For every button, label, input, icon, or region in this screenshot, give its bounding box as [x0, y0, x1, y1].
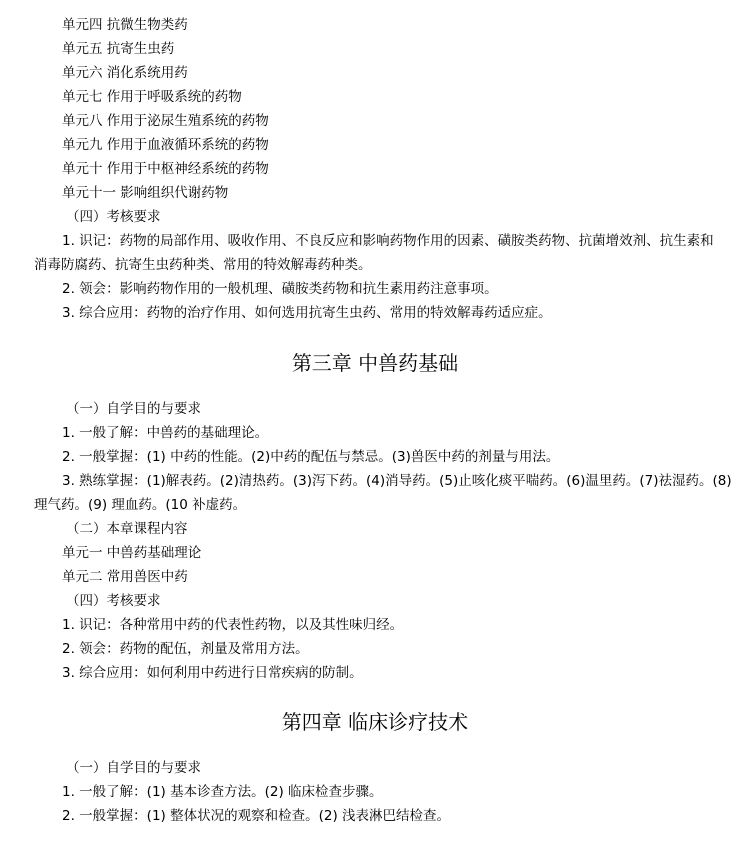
- exam-heading: （四）考核要求: [66, 593, 161, 609]
- unit-item: 单元九 作用于血液循环系统的药物: [62, 137, 269, 153]
- exam-requirement-2: 2. 领会：影响药物作用的一般机理、磺胺类药物和抗生素用药注意事项。: [62, 281, 498, 297]
- goal-heading: （一）自学目的与要求: [66, 760, 201, 776]
- exam-requirement-1-continued: 消毒防腐药、抗寄生虫药种类、常用的特效解毒药种类。: [34, 257, 372, 273]
- content-heading: （二）本章课程内容: [66, 521, 188, 537]
- unit-item: 单元四 抗微生物类药: [62, 17, 188, 33]
- goal-item-2: 2. 一般掌握：(1) 中药的性能。(2)中药的配伍与禁忌。(3)兽医中药的剂量与用法。: [62, 449, 560, 465]
- chapter-title: 第四章 临床诊疗技术: [281, 710, 469, 734]
- exam-heading: （四）考核要求: [66, 209, 161, 225]
- exam-requirement-3: 3. 综合应用：药物的治疗作用、如何选用抗寄生虫药、常用的特效解毒药适应症。: [62, 305, 552, 321]
- unit-item: 单元二 常用兽医中药: [62, 569, 188, 585]
- unit-item: 单元六 消化系统用药: [62, 65, 188, 81]
- goal-item-3-continued: 理气药。(9) 理血药。(10 补虚药。: [34, 497, 247, 513]
- unit-item: 单元八 作用于泌尿生殖系统的药物: [62, 113, 269, 129]
- exam-requirement-1: 1. 识记：药物的局部作用、吸收作用、不良反应和影响药物作用的因素、磺胺类药物、抗菌增效剂、抗生素和: [62, 233, 714, 249]
- unit-item: 单元七 作用于呼吸系统的药物: [62, 89, 242, 105]
- goal-item-1: 1. 一般了解：(1) 基本诊查方法。(2) 临床检查步骤。: [62, 784, 383, 800]
- exam-requirement-2: 2. 领会：药物的配伍，剂量及常用方法。: [62, 641, 309, 657]
- unit-item: 单元五 抗寄生虫药: [62, 41, 175, 57]
- goal-heading: （一）自学目的与要求: [66, 401, 201, 417]
- goal-item-1: 1. 一般了解：中兽药的基础理论。: [62, 425, 269, 441]
- goal-item-3: 3. 熟练掌握：(1)解表药。(2)清热药。(3)泻下药。(4)消导药。(5)止咳化痰平喘药。(6)温里药。(7)祛湿药。(8): [62, 473, 732, 489]
- unit-item: 单元十 作用于中枢神经系统的药物: [62, 161, 269, 177]
- exam-requirement-3: 3. 综合应用：如何利用中药进行日常疾病的防制。: [62, 665, 363, 681]
- exam-requirement-1: 1. 识记：各种常用中药的代表性药物，以及其性味归经。: [62, 617, 404, 633]
- goal-item-2: 2. 一般掌握：(1) 整体状况的观察和检查。(2) 浅表淋巴结检查。: [62, 808, 450, 824]
- unit-item: 单元一 中兽药基础理论: [62, 545, 202, 561]
- unit-item: 单元十一 影响组织代谢药物: [62, 185, 229, 201]
- chapter-title: 第三章 中兽药基础: [291, 351, 459, 375]
